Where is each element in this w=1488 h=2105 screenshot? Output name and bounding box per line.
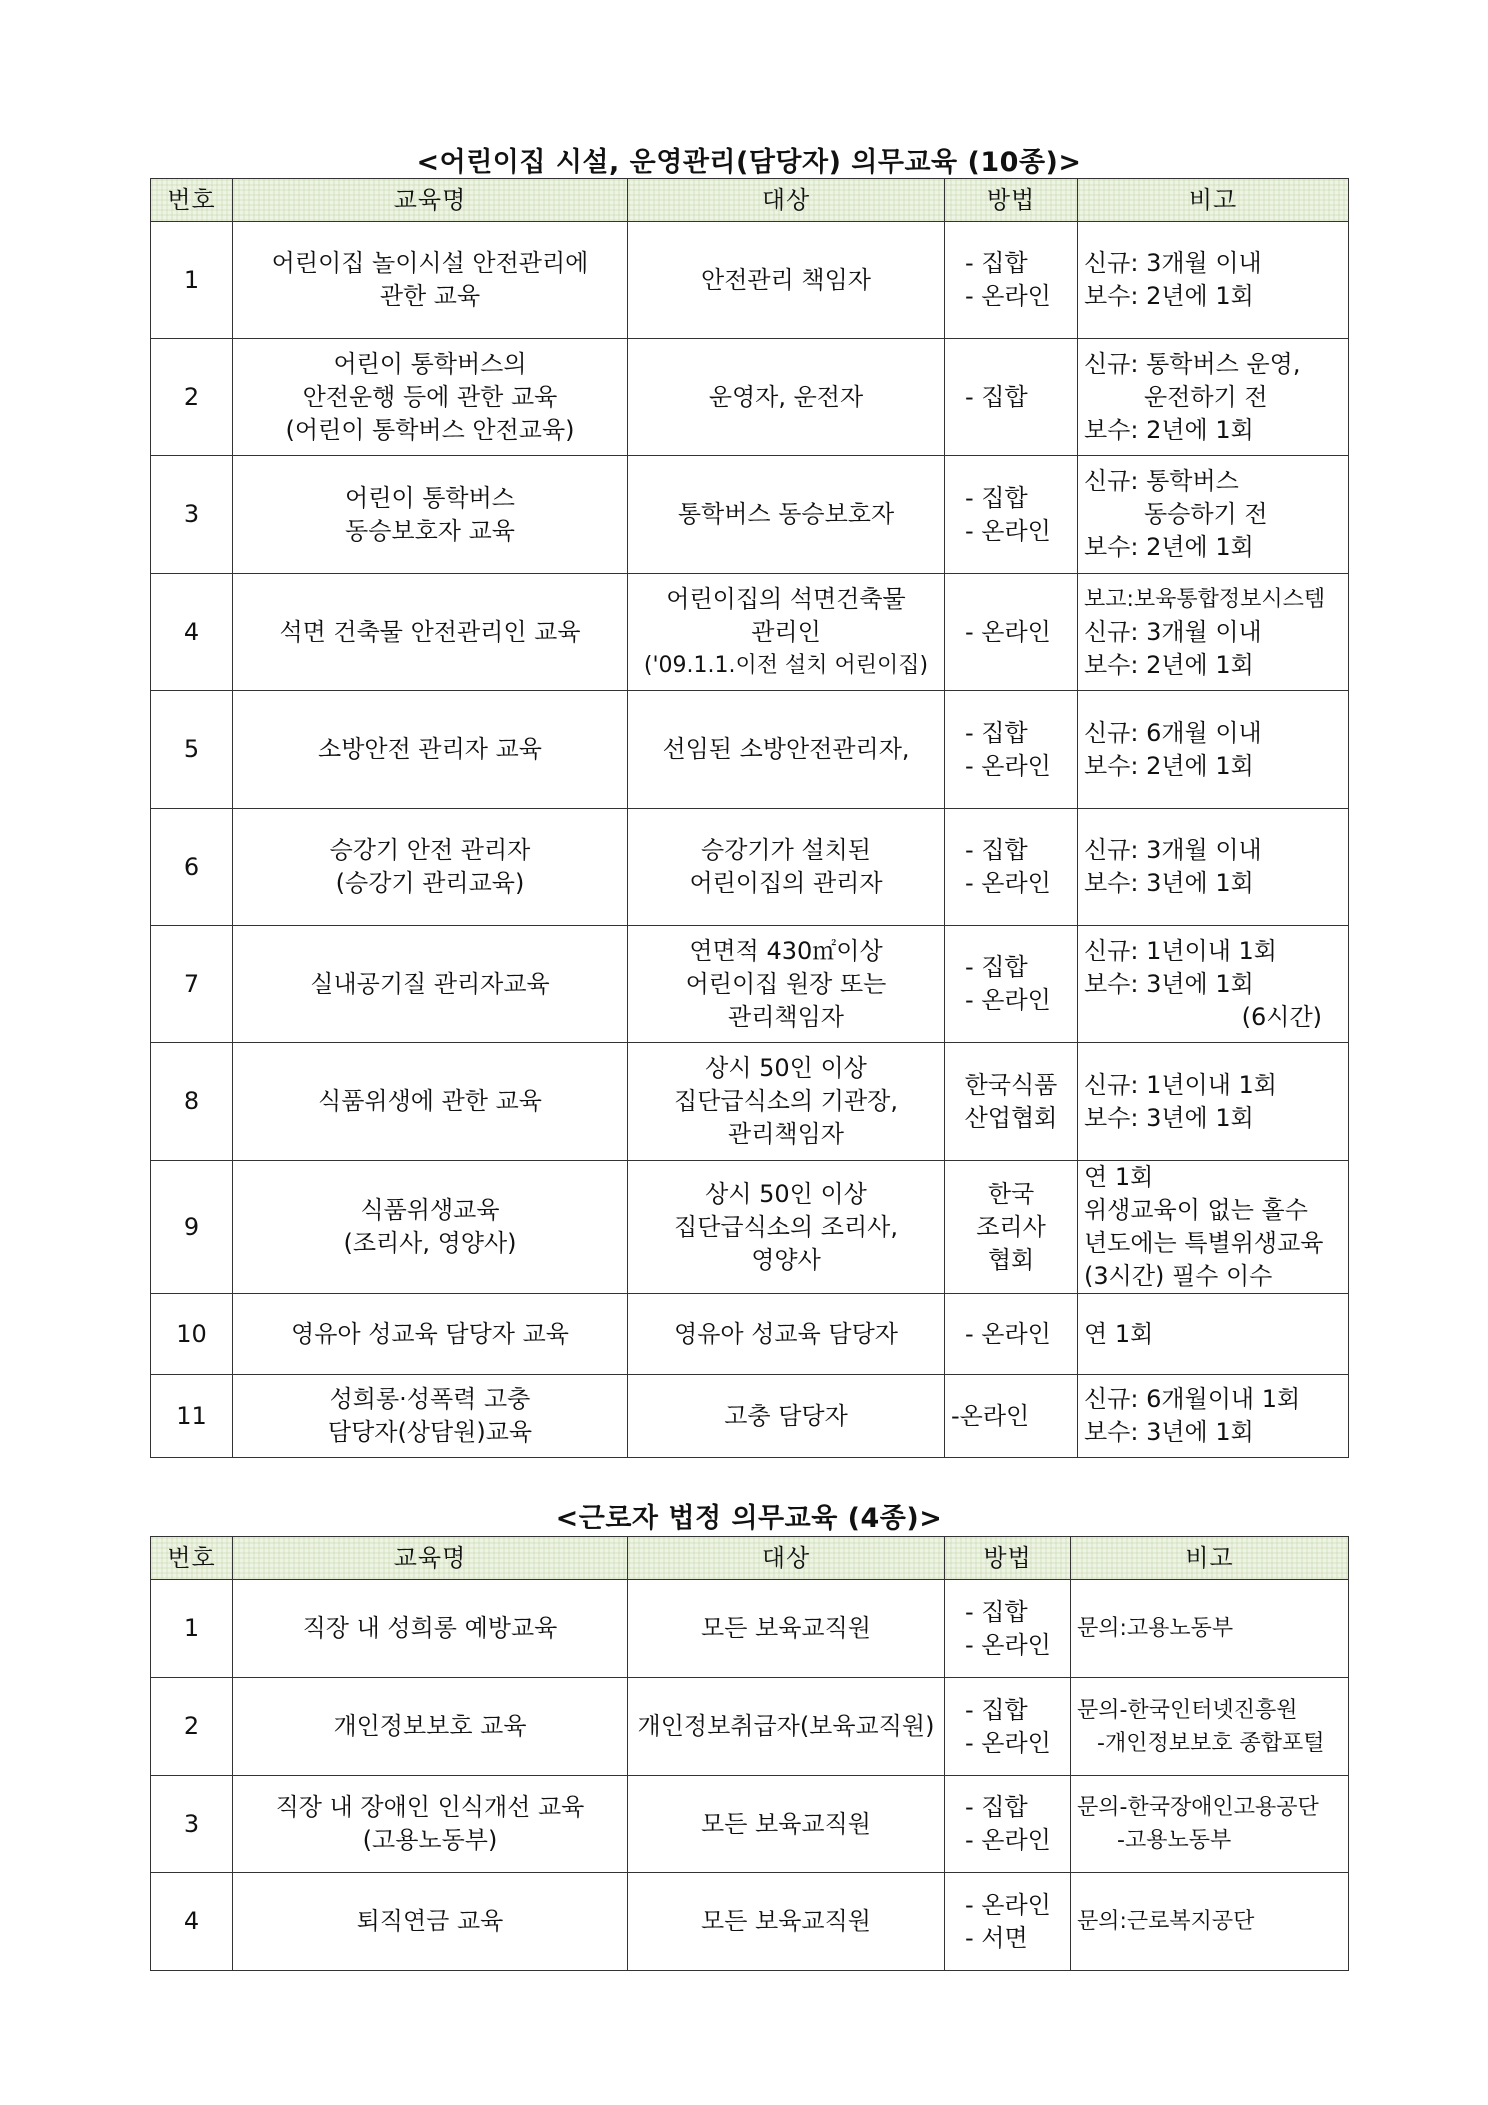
row-no: 11 — [151, 1375, 233, 1458]
row-target — [628, 809, 945, 926]
target-line: 선임된 소방안전관리자, — [662, 735, 910, 763]
note-line: 운전하기 전 — [1144, 382, 1268, 411]
row-name — [233, 1043, 628, 1161]
target-line: 모든 보육교직원 — [701, 1907, 871, 1935]
row-method — [945, 1161, 1078, 1294]
header-target: 대상 — [628, 1537, 945, 1580]
row-no: 5 — [151, 691, 233, 809]
target-line: 운영자, 운전자 — [708, 382, 864, 411]
note-line: 신규: 6개월 이내 — [1084, 718, 1262, 747]
row-no: 8 — [151, 1043, 233, 1161]
target-line: 집단급식소의 조리사, — [674, 1212, 898, 1241]
note-line: (3시간) 필수 이수 — [1084, 1262, 1273, 1290]
note-line: 문의-한국인터넷진흥원 — [1077, 1697, 1298, 1723]
table-row — [151, 926, 1349, 1043]
method-line: 조리사 — [976, 1212, 1046, 1241]
header-no: 번호 — [151, 1537, 233, 1580]
row-no: 6 — [151, 809, 233, 926]
note-line: 년도에는 특별위생교육 — [1084, 1229, 1324, 1257]
row-note — [1078, 1043, 1349, 1161]
table-row — [151, 456, 1349, 574]
row-method — [945, 1294, 1078, 1375]
row-note — [1078, 926, 1349, 1043]
header-target: 대상 — [628, 179, 945, 222]
row-method — [945, 456, 1078, 574]
name-line: 안전운행 등에 관한 교육 — [302, 382, 558, 411]
row-method — [945, 574, 1078, 691]
name-line: 승강기 안전 관리자 — [329, 836, 531, 864]
row-no: 1 — [151, 1580, 233, 1678]
note-line: (6시간) — [1241, 1002, 1322, 1031]
note-line: 문의:근로복지공단 — [1077, 1909, 1255, 1934]
row-target — [628, 456, 945, 574]
name-line: 어린이집 놀이시설 안전관리에 — [271, 249, 589, 277]
row-name — [233, 1873, 628, 1971]
row-no: 3 — [151, 456, 233, 574]
row-target — [628, 1043, 945, 1161]
row-name — [233, 1161, 628, 1294]
note-line: 보수: 2년에 1회 — [1084, 751, 1254, 780]
name-line: 어린이 통학버스 — [345, 483, 515, 512]
row-note — [1078, 222, 1349, 339]
row-name — [233, 1375, 628, 1458]
target-line: 안전관리 책임자 — [701, 265, 871, 294]
header-method: 방법 — [945, 1537, 1071, 1580]
row-note — [1078, 574, 1349, 691]
row-target — [628, 574, 945, 691]
row-target — [628, 1580, 945, 1678]
row-method — [945, 1580, 1071, 1678]
note-line: 신규: 3개월 이내 — [1084, 249, 1262, 277]
note-line: 신규: 통학버스 운영, — [1084, 349, 1301, 378]
row-name — [233, 1580, 628, 1678]
target-line: 어린이집의 석면건축물 — [666, 584, 906, 613]
row-name — [233, 1678, 628, 1776]
row-method — [945, 1043, 1078, 1161]
row-target — [628, 1873, 945, 1971]
name-line: 식품위생교육 — [360, 1196, 500, 1224]
target-line: 관리인 — [751, 617, 821, 646]
header-method: 방법 — [945, 179, 1078, 222]
row-method — [945, 1776, 1071, 1873]
row-no: 4 — [151, 1873, 233, 1971]
table-header-row — [151, 179, 1349, 222]
method-line: - 집합 — [965, 1597, 1028, 1626]
note-line: 보수: 3년에 1회 — [1084, 869, 1254, 897]
method-line: - 온라인 — [965, 751, 1051, 780]
row-method — [945, 222, 1078, 339]
row-method — [945, 339, 1078, 456]
row-target — [628, 926, 945, 1043]
note-line: 보수: 3년에 1회 — [1084, 1103, 1254, 1132]
row-name — [233, 1294, 628, 1375]
row-no: 7 — [151, 926, 233, 1043]
name-line: 영유아 성교육 담당자 교육 — [291, 1319, 569, 1348]
facility-education-table — [150, 178, 1349, 1458]
name-line: 소방안전 관리자 교육 — [318, 735, 542, 763]
note-line: 보고:보육통합정보시스템 — [1084, 586, 1326, 612]
name-line: 개인정보보호 교육 — [333, 1712, 527, 1740]
table-row — [151, 1161, 1349, 1294]
name-line: (조리사, 영양사) — [343, 1229, 517, 1257]
row-note — [1071, 1580, 1349, 1678]
table-row — [151, 1873, 1349, 1971]
row-no: 2 — [151, 339, 233, 456]
row-target — [628, 691, 945, 809]
note-line: 보수: 3년에 1회 — [1084, 969, 1254, 998]
name-line: 석면 건축물 안전관리인 교육 — [279, 617, 581, 646]
target-line: 연면적 430㎡이상 — [689, 936, 883, 965]
note-line: -개인정보보호 종합포털 — [1097, 1730, 1325, 1756]
table1-title: <어린이집 시설, 운영관리(담당자) 의무교육 (10종)> — [416, 147, 1082, 178]
method-line: - 집합 — [965, 1793, 1028, 1821]
row-target — [628, 1776, 945, 1873]
target-line: 통학버스 동승보호자 — [677, 500, 895, 528]
method-line: - 온라인 — [965, 869, 1051, 897]
name-line: 어린이 통학버스의 — [333, 349, 527, 378]
name-line: 담당자(상담원)교육 — [327, 1418, 533, 1446]
name-line: 동승보호자 교육 — [345, 516, 515, 545]
note-line: 신규: 1년이내 1회 — [1084, 936, 1277, 965]
method-line: - 집합 — [965, 382, 1028, 411]
row-no: 3 — [151, 1776, 233, 1873]
name-line: 성희롱·성폭력 고충 — [329, 1385, 531, 1413]
table-row — [151, 809, 1349, 926]
method-line: - 서면 — [965, 1923, 1028, 1952]
row-note — [1078, 1294, 1349, 1375]
row-target — [628, 1294, 945, 1375]
row-name — [233, 809, 628, 926]
row-name — [233, 574, 628, 691]
row-target — [628, 1161, 945, 1294]
method-line: - 온라인 — [965, 1319, 1051, 1348]
table-row — [151, 1678, 1349, 1776]
note-line: 신규: 6개월이내 1회 — [1084, 1385, 1301, 1413]
method-line: - 집합 — [965, 718, 1028, 747]
row-name — [233, 926, 628, 1043]
method-line: - 온라인 — [965, 1890, 1051, 1919]
note-line: 보수: 2년에 1회 — [1084, 415, 1254, 444]
method-line: - 온라인 — [965, 1728, 1051, 1757]
method-line: 협회 — [987, 1245, 1035, 1274]
target-line: 모든 보육교직원 — [701, 1809, 871, 1838]
header-no: 번호 — [151, 179, 233, 222]
note-line: -고용노동부 — [1117, 1828, 1232, 1853]
table-row — [151, 1043, 1349, 1161]
row-target — [628, 339, 945, 456]
note-line: 보수: 2년에 1회 — [1084, 650, 1254, 679]
note-line: 연 1회 — [1084, 1163, 1154, 1191]
name-line: (어린이 통학버스 안전교육) — [285, 415, 575, 444]
table-row — [151, 691, 1349, 809]
target-line: 영유아 성교육 담당자 — [674, 1319, 898, 1348]
row-note — [1078, 1161, 1349, 1294]
row-note — [1078, 809, 1349, 926]
row-name — [233, 222, 628, 339]
row-method — [945, 691, 1078, 809]
row-method — [945, 926, 1078, 1043]
table-row — [151, 1776, 1349, 1873]
name-line: 직장 내 성희롱 예방교육 — [302, 1614, 558, 1642]
row-note — [1071, 1678, 1349, 1776]
table-row — [151, 222, 1349, 339]
header-name: 교육명 — [233, 179, 628, 222]
row-note — [1071, 1873, 1349, 1971]
method-line: - 온라인 — [965, 986, 1051, 1014]
method-line: - 집합 — [965, 953, 1028, 981]
name-line: 퇴직연금 교육 — [356, 1907, 504, 1935]
table-row — [151, 1294, 1349, 1375]
note-line: 신규: 3개월 이내 — [1084, 617, 1262, 646]
name-line: 실내공기질 관리자교육 — [310, 969, 550, 998]
target-line: 상시 50인 이상 — [705, 1054, 867, 1082]
header-note: 비고 — [1078, 179, 1349, 222]
note-line: 보수: 2년에 1회 — [1084, 533, 1254, 561]
method-line: - 집합 — [965, 483, 1028, 512]
table2-title: <근로자 법정 의무교육 (4종)> — [555, 1503, 943, 1534]
note-line: 보수: 2년에 1회 — [1084, 282, 1254, 310]
name-line: 관한 교육 — [379, 282, 481, 310]
target-line: 집단급식소의 기관장, — [674, 1087, 898, 1115]
row-name — [233, 691, 628, 809]
row-no: 9 — [151, 1161, 233, 1294]
method-line: - 온라인 — [965, 617, 1051, 646]
row-name — [233, 339, 628, 456]
method-line: 산업협회 — [964, 1103, 1058, 1132]
row-target — [628, 222, 945, 339]
target-line: 관리책임자 — [728, 1120, 844, 1148]
target-line: 영양사 — [751, 1245, 821, 1274]
row-note — [1071, 1776, 1349, 1873]
target-line: 어린이집의 관리자 — [689, 869, 883, 897]
row-name — [233, 1776, 628, 1873]
table-row — [151, 574, 1349, 691]
method-line: - 온라인 — [965, 516, 1051, 545]
row-target — [628, 1375, 945, 1458]
target-line: 승강기가 설치된 — [701, 836, 871, 864]
table-row — [151, 1580, 1349, 1678]
document-page — [150, 140, 1348, 1971]
method-line: -온라인 — [951, 1401, 1030, 1430]
method-line: - 집합 — [965, 249, 1028, 277]
target-line: 관리책임자 — [728, 1002, 844, 1031]
target-line: 상시 50인 이상 — [705, 1179, 867, 1208]
note-line: 보수: 3년에 1회 — [1084, 1418, 1254, 1446]
name-line: 직장 내 장애인 인식개선 교육 — [275, 1793, 585, 1821]
note-line: 신규: 3개월 이내 — [1084, 836, 1262, 864]
row-note — [1078, 691, 1349, 809]
row-no: 2 — [151, 1678, 233, 1776]
row-name — [233, 456, 628, 574]
row-no: 10 — [151, 1294, 233, 1375]
row-method — [945, 1873, 1071, 1971]
target-line: 모든 보육교직원 — [701, 1614, 871, 1642]
row-target — [628, 1678, 945, 1776]
target-line: 고충 담당자 — [724, 1401, 848, 1430]
note-line: 신규: 통학버스 — [1084, 467, 1239, 495]
row-method — [945, 809, 1078, 926]
name-line: (승강기 관리교육) — [335, 869, 525, 897]
note-line: 연 1회 — [1084, 1319, 1154, 1348]
note-line: 문의-한국장애인고용공단 — [1077, 1795, 1319, 1820]
target-line: 어린이집 원장 또는 — [685, 969, 887, 998]
row-no: 4 — [151, 574, 233, 691]
row-note — [1078, 456, 1349, 574]
target-line: ('09.1.1.이전 설치 어린이집) — [643, 652, 929, 678]
header-name: 교육명 — [233, 1537, 628, 1580]
name-line: 식품위생에 관한 교육 — [318, 1087, 542, 1115]
header-note: 비고 — [1071, 1537, 1349, 1580]
method-line: - 온라인 — [965, 1826, 1051, 1854]
note-line: 문의:고용노동부 — [1077, 1616, 1234, 1641]
row-note — [1078, 339, 1349, 456]
method-line: - 온라인 — [965, 282, 1051, 310]
method-line: 한국식품 — [964, 1070, 1058, 1099]
table-row — [151, 339, 1349, 456]
method-line: - 온라인 — [965, 1630, 1051, 1659]
table-header-row — [151, 1537, 1349, 1580]
name-line: (고용노동부) — [362, 1826, 498, 1854]
method-line: 한국 — [987, 1179, 1035, 1208]
target-line: 개인정보취급자(보육교직원) — [637, 1712, 935, 1740]
table-row — [151, 1375, 1349, 1458]
method-line: - 집합 — [965, 836, 1028, 864]
worker-education-table — [150, 1536, 1349, 1971]
method-line: - 집합 — [965, 1695, 1028, 1724]
row-method — [945, 1375, 1078, 1458]
note-line: 동승하기 전 — [1144, 500, 1268, 528]
row-method — [945, 1678, 1071, 1776]
row-no: 1 — [151, 222, 233, 339]
note-line: 신규: 1년이내 1회 — [1084, 1070, 1277, 1099]
note-line: 위생교육이 없는 홀수 — [1084, 1196, 1308, 1224]
row-note — [1078, 1375, 1349, 1458]
